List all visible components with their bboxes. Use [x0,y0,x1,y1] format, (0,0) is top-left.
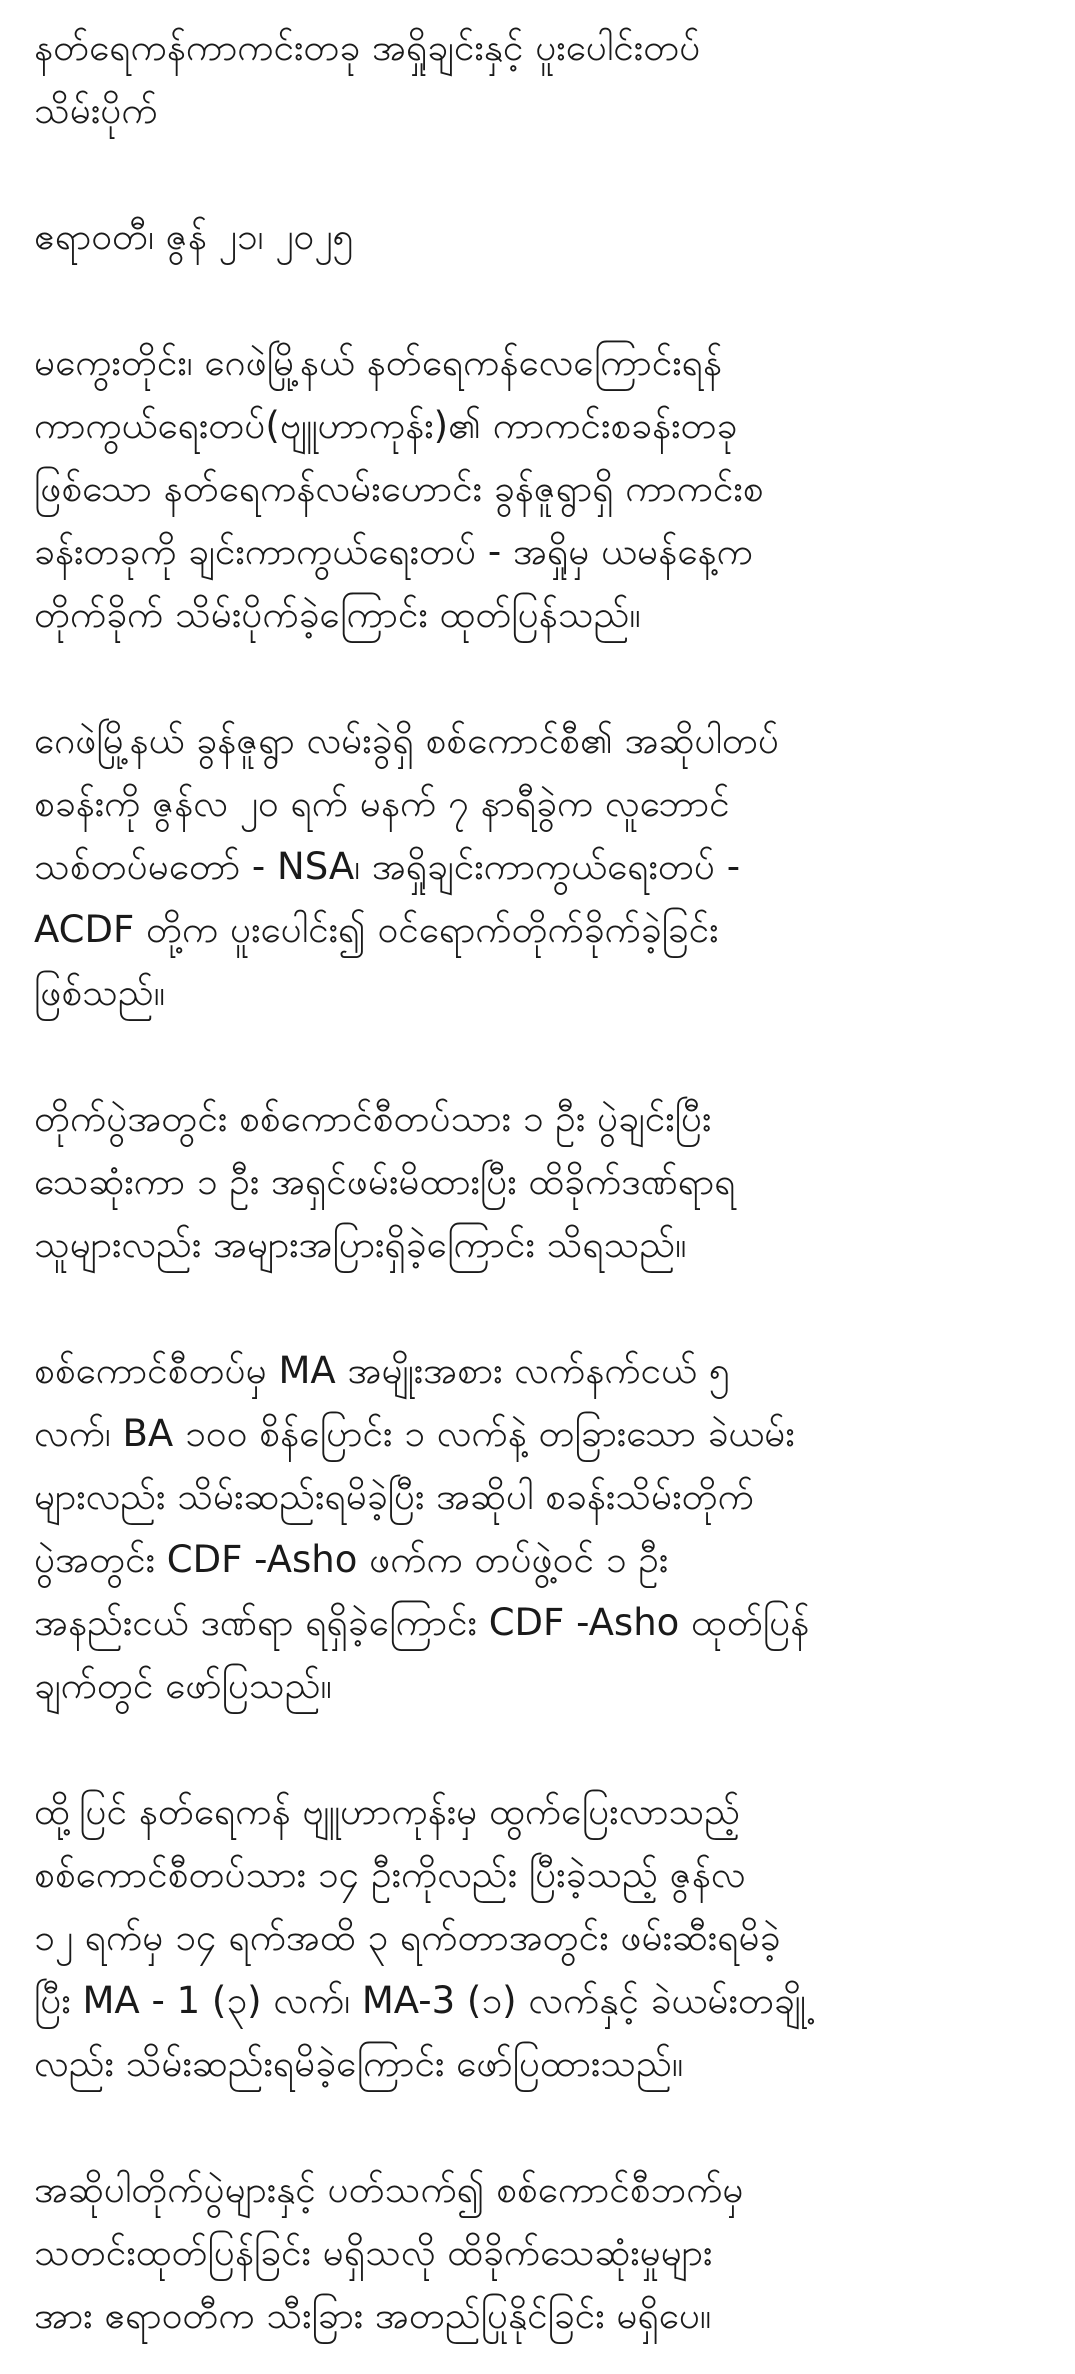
article-title: နတ်ရေကန်ကာကင်းတခု အရှိုချင်းနှင့် ပူးပေါင်းတပ် သိမ်းပိုက် [34,26,701,132]
article-paragraph: ဂေဖဲမြို့နယ် ခွန်ဇူရွာ လမ်းခွဲရှိ စစ်ကောင်စီ၏ အဆိုပါတပ် စခန်းကို ဇွန်လ ၂၀ ရက် မနက် ၇ နာရီခွဲက လူဘောင် သစ်တပ်မတော် - NSA၊ အရှိုချင်းကာကွယ်ရေးတပ် - ACDF တို့က ပူးပေါင်း၍ ဝင်ရောက်တိုက်ခိုက်ခဲ့ခြင်း ဖြစ်သည်။ [34,719,780,1014]
article-paragraph: အဆိုပါတိုက်ပွဲများနှင့် ပတ်သက်၍ စစ်ကောင်စီဘက်မှ သတင်းထုတ်ပြန်ခြင်း မရှိသလို ထိခိုက်သေဆုံးမှုများ အား ဧရာဝတီက သီးခြား အတည်ပြုနိုင်ခြင်း မရှိပေ။ [34,2168,744,2337]
article-paragraph: စစ်ကောင်စီတပ်မှ MA အမျိုးအစား လက်နက်ငယ် ၅ လက်၊ BA ၁၀၀ စိန်ပြောင်း ၁ လက်နဲ့ တခြားသော ခဲယမ်း များလည်း သိမ်းဆည်းရမိခဲ့ပြီး အဆိုပါ စခန်းသိမ်းတိုက် ပွဲအတွင်း CDF -Asho ဖက်က တပ်ဖွဲ့ဝင် ၁ ဦး အနည်းငယ် ဒဏ်ရာ ရရှိခဲ့ကြောင်း CDF -Asho ထုတ်ပြန် ချက်တွင် ဖော်ပြသည်။ [34,1349,810,1707]
article-paragraph: ထို့ပြင် နတ်ရေကန် ဗျူဟာကုန်းမှ ထွက်ပြေးလာသည့် စစ်ကောင်စီတပ်သား ၁၄ ဦးကိုလည်း ပြီးခဲ့သည့် ဇွန်လ ၁၂ ရက်မှ ၁၄ ရက်အထိ ၃ ရက်တာအတွင်း ဖမ်းဆီးရမိခဲ့ ပြီး MA - 1 (၃) လက်၊ MA-3 (၁) လက်နှင့် ခဲယမ်းတချို့ လည်း သိမ်းဆည်းရမိခဲ့ကြောင်း ဖော်ပြထားသည်။ [34,1790,806,2085]
article-paragraph: တိုက်ပွဲအတွင်း စစ်ကောင်စီတပ်သား ၁ ဦး ပွဲချင်းပြီး သေဆုံးကာ ၁ ဦး အရှင်ဖမ်းမိထားပြီး ထိခိုက်ဒဏ်ရာရ သူများလည်း အများအပြားရှိခဲ့ကြောင်း သိရသည်။ [34,1097,736,1266]
article-dateline: ဧရာဝတီ၊ ဇွန် ၂၁၊ ၂၀၂၅ [34,215,354,258]
article-paragraph: မကွေးတိုင်း၊ ဂေဖဲမြို့နယ် နတ်ရေကန်လေကြောင်းရန် ကာကွယ်ရေးတပ်(ဗျူဟာကုန်း)၏ ကာကင်းစခန်းတခု ဖြစ်သော နတ်ရေကန်လမ်းဟောင်း ခွန်ဇူရွာရှိ ကာကင်းစ ခန်းတခုကို ချင်းကာကွယ်ရေးတပ် - အရှိုမှ ယမန်နေ့က တိုက်ခိုက် သိမ်းပိုက်ခဲ့ကြောင်း ထုတ်ပြန်သည်။ [34,341,764,636]
news-article [34,16,1044,2347]
